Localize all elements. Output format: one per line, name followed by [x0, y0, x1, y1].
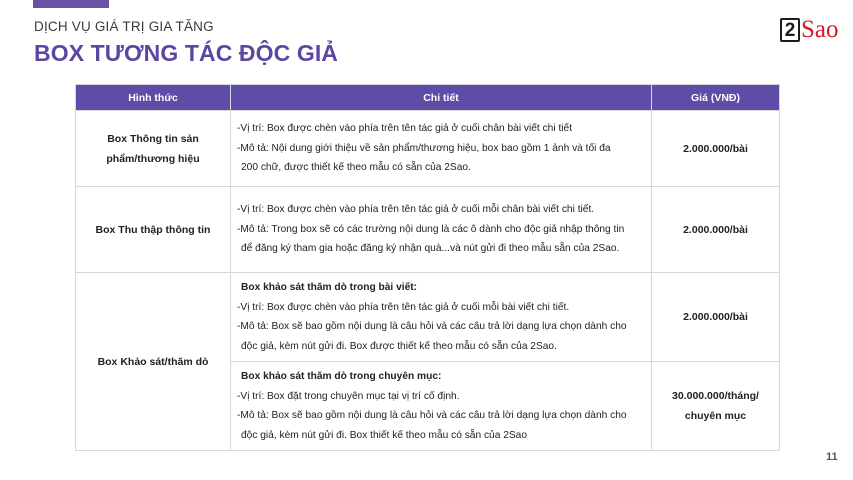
- brand-logo: [780, 12, 839, 42]
- row-detail: Box khảo sát thăm dò trong bài viết: -Vị trí: Box được chèn vào phía trên tên tác giả ở cuối mỗi bài viết chi tiết. -Mô tả: Box sẽ bao gồm nội dung là câu hỏi và các câu trả lời dạng lựa chọn dành cho độc giả, kèm nút gửi đi. Box được thiết kế theo mẫu có sẵn của 2Sao.: [231, 273, 652, 362]
- row-price: 30.000.000/tháng/ chuyên mục: [652, 362, 780, 451]
- column-header-type: Hình thức: [76, 85, 231, 111]
- row-detail: -Vị trí: Box được chèn vào phía trên tên tác giả ở cuối mỗi chân bài viết chi tiết. -Mô tả: Trong box sẽ có các trường nội dung là các ô dành cho độc giả nhập thông tin để đăng ký tham gia hoặc đăng ký nhận quà...và nút gửi đi theo mẫu sẵn của 2Sao.: [231, 187, 652, 273]
- column-header-price: Giá (VNĐ): [652, 85, 780, 111]
- row-price: 2.000.000/bài: [652, 187, 780, 273]
- row-price: 2.000.000/bài: [652, 273, 780, 362]
- row-price: 2.000.000/bài: [652, 111, 780, 187]
- column-header-detail: Chi tiết: [231, 85, 652, 111]
- row-type: Box Thông tin sản phẩm/thương hiệu: [76, 111, 231, 187]
- page-title: BOX TƯƠNG TÁC ĐỘC GIẢ: [34, 40, 339, 66]
- row-detail: Box khảo sát thăm dò trong chuyên mục: -Vị trí: Box đặt trong chuyên mục tại vị trí cố định. -Mô tả: Box sẽ bao gồm nội dung là câu hỏi và các câu trả lời dạng lựa chọn dành cho độc giả, kèm nút gửi đi. Box thiết kế theo mẫu có sẵn của 2Sao: [231, 362, 652, 451]
- page-number: 11: [826, 451, 838, 463]
- row-detail: -Vị trí: Box được chèn vào phía trên tên tác giả ở cuối chân bài viết chi tiết -Mô tả: Nội dung giới thiệu về sản phẩm/thương hiệu, box bao gồm 1 ảnh và tối đa 200 chữ, được thiết kế theo mẫu có sẵn của 2Sao.: [231, 111, 652, 187]
- table-row: [76, 273, 780, 362]
- table-row: [76, 187, 780, 273]
- pricing-table: [75, 84, 780, 451]
- logo-text: Sao: [801, 16, 839, 43]
- row-type: Box Thu thập thông tin: [76, 187, 231, 273]
- table-row: [76, 111, 780, 187]
- section-label: DỊCH VỤ GIÁ TRỊ GIA TĂNG: [34, 19, 214, 34]
- table-header-row: [76, 85, 780, 111]
- logo-box: 2: [780, 18, 800, 42]
- row-type: Box Khảo sát/thăm dò: [76, 273, 231, 451]
- top-accent-bar: [33, 0, 109, 8]
